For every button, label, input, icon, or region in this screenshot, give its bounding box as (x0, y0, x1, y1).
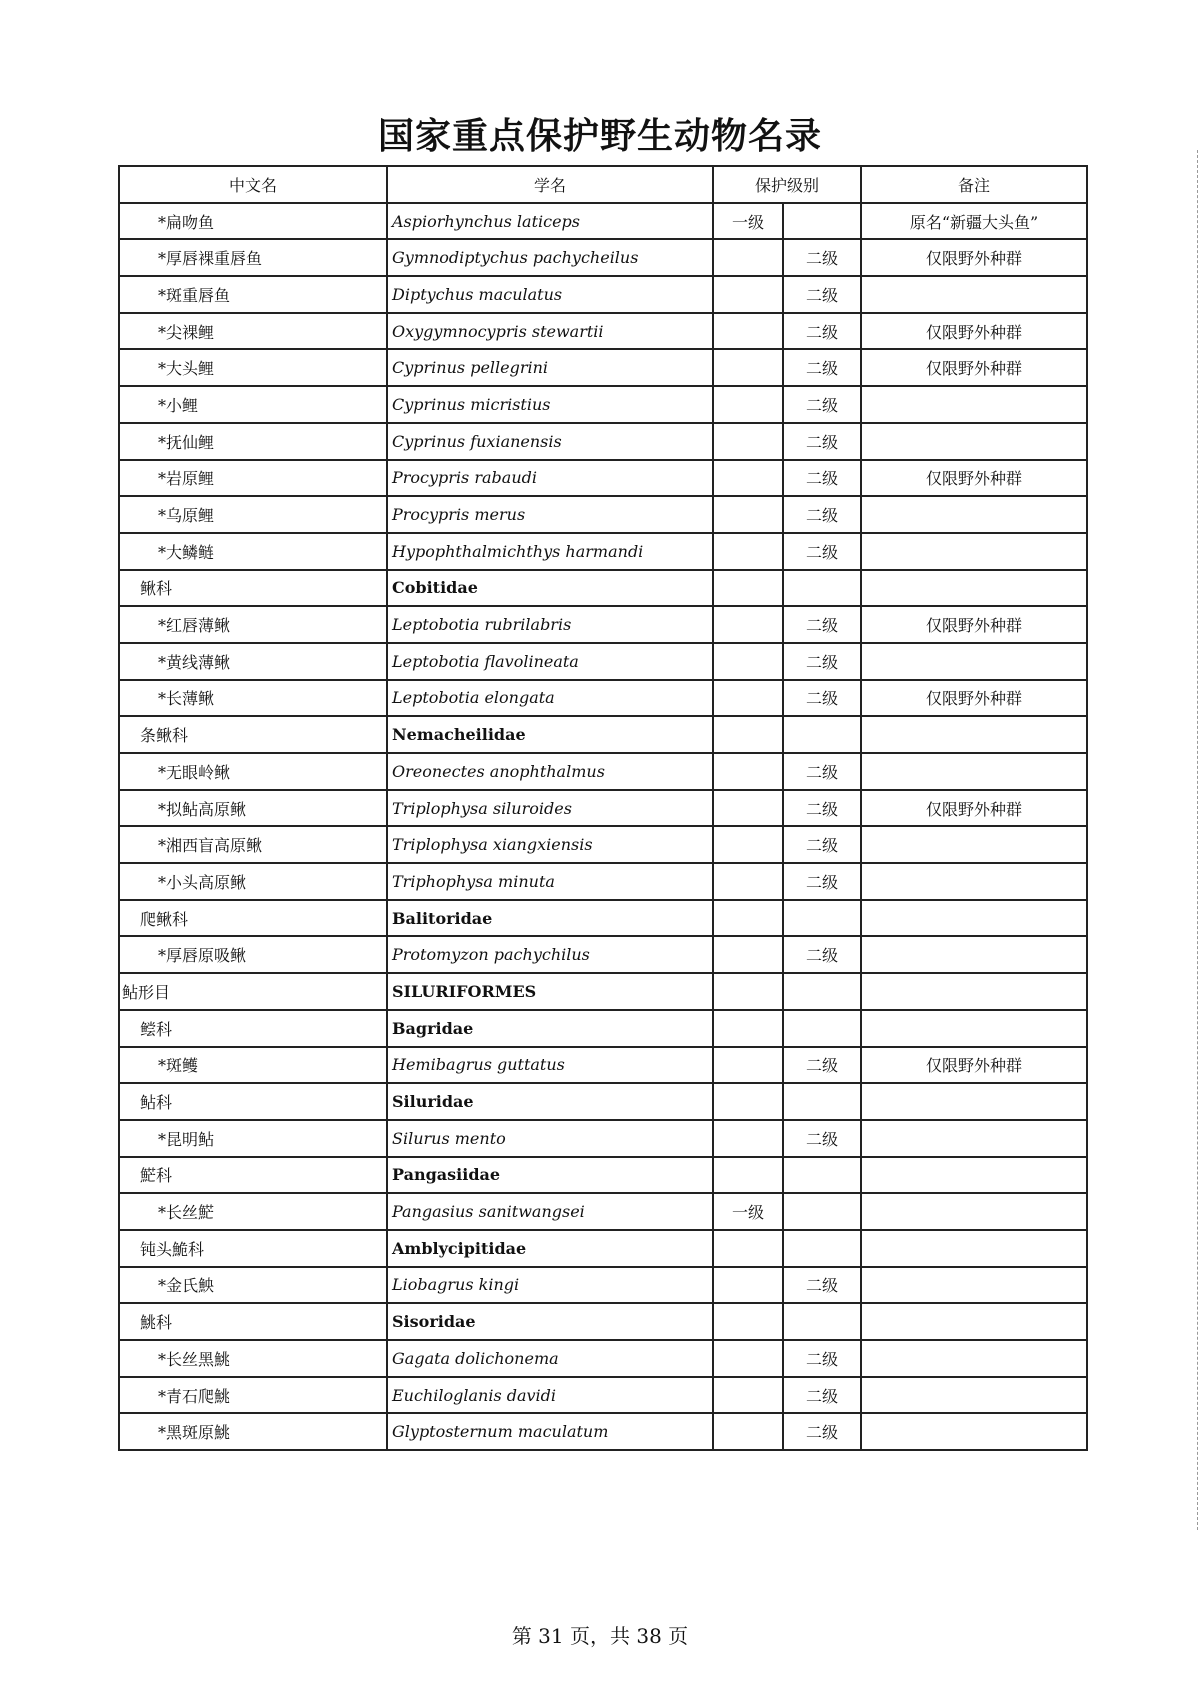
header-remarks: 备注 (861, 166, 1087, 203)
scientific-name-cell: Cyprinus fuxianensis (387, 423, 713, 460)
scientific-name-cell: SILURIFORMES (387, 973, 713, 1010)
chinese-name-cell: *斑重唇鱼 (119, 276, 387, 313)
scientific-name-cell: Leptobotia rubrilabris (387, 606, 713, 643)
species-row (119, 826, 1087, 863)
species-row (119, 349, 1087, 386)
grade-one-cell (713, 936, 783, 973)
chinese-name-cell: *黑斑原鮡 (119, 1413, 387, 1450)
grade-one-cell (713, 533, 783, 570)
grade-one-cell (713, 1413, 783, 1450)
chinese-name-cell: *尖裸鲤 (119, 313, 387, 350)
grade-one-cell (713, 239, 783, 276)
grade-one-cell (713, 716, 783, 753)
remarks-cell (861, 826, 1087, 863)
species-row (119, 1047, 1087, 1084)
grade-two-cell (783, 900, 861, 937)
grade-two-cell (783, 1230, 861, 1267)
grade-one-cell (713, 863, 783, 900)
scientific-name-cell: Nemacheilidae (387, 716, 713, 753)
grade-one-cell (713, 900, 783, 937)
species-row (119, 1340, 1087, 1377)
grade-two-cell: 二级 (783, 349, 861, 386)
taxon-row (119, 716, 1087, 753)
species-row (119, 1413, 1087, 1450)
scientific-name-cell: Balitoridae (387, 900, 713, 937)
grade-one-cell (713, 570, 783, 607)
grade-two-cell (783, 1010, 861, 1047)
grade-one-cell (713, 1083, 783, 1120)
scientific-name-cell: Glyptosternum maculatum (387, 1413, 713, 1450)
chinese-name-cell: *长丝黑鮡 (119, 1340, 387, 1377)
scientific-name-cell: Hypophthalmichthys harmandi (387, 533, 713, 570)
remarks-cell (861, 423, 1087, 460)
scientific-name-cell: Amblycipitidae (387, 1230, 713, 1267)
species-row (119, 790, 1087, 827)
scientific-name-cell: Silurus mento (387, 1120, 713, 1157)
taxon-row (119, 900, 1087, 937)
grade-two-cell: 二级 (783, 826, 861, 863)
chinese-name-cell: *黄线薄鳅 (119, 643, 387, 680)
scientific-name-cell: Sisoridae (387, 1303, 713, 1340)
chinese-name-cell: *厚唇裸重唇鱼 (119, 239, 387, 276)
chinese-name-cell: *金氏䱀 (119, 1267, 387, 1304)
remarks-cell (861, 1303, 1087, 1340)
scientific-name-cell: Gymnodiptychus pachycheilus (387, 239, 713, 276)
scan-edge-line (1196, 150, 1198, 1530)
species-row (119, 1193, 1087, 1230)
species-row (119, 423, 1087, 460)
grade-two-cell: 二级 (783, 753, 861, 790)
remarks-cell (861, 496, 1087, 533)
taxon-row (119, 1083, 1087, 1120)
species-row (119, 533, 1087, 570)
chinese-name-cell: 钝头鮠科 (119, 1230, 387, 1267)
chinese-name-cell: *厚唇原吸鳅 (119, 936, 387, 973)
chinese-name-cell: *抚仙鲤 (119, 423, 387, 460)
species-row (119, 1120, 1087, 1157)
table-body (119, 203, 1087, 1450)
grade-two-cell: 二级 (783, 1047, 861, 1084)
taxon-row (119, 1230, 1087, 1267)
scientific-name-cell: Triphophysa minuta (387, 863, 713, 900)
chinese-name-cell: 𩷶科 (119, 1157, 387, 1194)
grade-two-cell: 二级 (783, 863, 861, 900)
grade-one-cell: 一级 (713, 203, 783, 240)
species-row (119, 1377, 1087, 1414)
grade-two-cell: 二级 (783, 423, 861, 460)
chinese-name-cell: *斑鳠 (119, 1047, 387, 1084)
species-row (119, 460, 1087, 497)
grade-one-cell (713, 606, 783, 643)
grade-two-cell: 二级 (783, 1120, 861, 1157)
scientific-name-cell: Siluridae (387, 1083, 713, 1120)
grade-one-cell (713, 680, 783, 717)
scientific-name-cell: Aspiorhynchus laticeps (387, 203, 713, 240)
remarks-cell (861, 1377, 1087, 1414)
grade-two-cell: 二级 (783, 680, 861, 717)
chinese-name-cell: *大鳞鲢 (119, 533, 387, 570)
remarks-cell: 仅限野外种群 (861, 460, 1087, 497)
grade-one-cell (713, 460, 783, 497)
grade-one-cell (713, 643, 783, 680)
grade-one-cell (713, 1120, 783, 1157)
page-title: 国家重点保护野生动物名录 (377, 115, 822, 157)
scientific-name-cell: Cobitidae (387, 570, 713, 607)
scientific-name-cell: Procypris merus (387, 496, 713, 533)
grade-two-cell (783, 1303, 861, 1340)
grade-two-cell: 二级 (783, 496, 861, 533)
grade-one-cell (713, 973, 783, 1010)
species-row (119, 496, 1087, 533)
grade-two-cell: 二级 (783, 386, 861, 423)
grade-one-cell (713, 276, 783, 313)
grade-two-cell: 二级 (783, 1413, 861, 1450)
page-footer: 第 31 页，共 38 页 (511, 1624, 689, 1648)
chinese-name-cell: 鲇科 (119, 1083, 387, 1120)
header-protection-level: 保护级别 (713, 166, 861, 203)
taxon-row (119, 1157, 1087, 1194)
chinese-name-cell: 鳅科 (119, 570, 387, 607)
grade-one-cell (713, 1303, 783, 1340)
scientific-name-cell: Protomyzon pachychilus (387, 936, 713, 973)
scientific-name-cell: Leptobotia flavolineata (387, 643, 713, 680)
grade-one-cell (713, 1340, 783, 1377)
remarks-cell: 仅限野外种群 (861, 1047, 1087, 1084)
grade-one-cell (713, 496, 783, 533)
chinese-name-cell: 爬鳅科 (119, 900, 387, 937)
grade-one-cell: 一级 (713, 1193, 783, 1230)
chinese-name-cell: *小头高原鳅 (119, 863, 387, 900)
chinese-name-cell: 鮡科 (119, 1303, 387, 1340)
table-header-row (119, 166, 1087, 203)
remarks-cell: 仅限野外种群 (861, 349, 1087, 386)
species-row (119, 1267, 1087, 1304)
grade-one-cell (713, 349, 783, 386)
species-row (119, 313, 1087, 350)
grade-one-cell (713, 790, 783, 827)
grade-one-cell (713, 753, 783, 790)
remarks-cell (861, 1010, 1087, 1047)
scientific-name-cell: Liobagrus kingi (387, 1267, 713, 1304)
remarks-cell (861, 533, 1087, 570)
remarks-cell (861, 570, 1087, 607)
grade-two-cell: 二级 (783, 1377, 861, 1414)
grade-one-cell (713, 386, 783, 423)
grade-two-cell (783, 973, 861, 1010)
grade-two-cell: 二级 (783, 643, 861, 680)
protected-species-table (118, 165, 1088, 1451)
remarks-cell: 仅限野外种群 (861, 239, 1087, 276)
header-chinese-name: 中文名 (119, 166, 387, 203)
remarks-cell (861, 1230, 1087, 1267)
grade-one-cell (713, 1230, 783, 1267)
remarks-cell (861, 1267, 1087, 1304)
taxon-row (119, 1303, 1087, 1340)
chinese-name-cell: *无眼岭鳅 (119, 753, 387, 790)
remarks-cell (861, 1413, 1087, 1450)
grade-two-cell (783, 1157, 861, 1194)
taxon-row (119, 570, 1087, 607)
scientific-name-cell: Cyprinus micristius (387, 386, 713, 423)
chinese-name-cell: 鲿科 (119, 1010, 387, 1047)
chinese-name-cell: *湘西盲高原鳅 (119, 826, 387, 863)
remarks-cell (861, 1193, 1087, 1230)
scientific-name-cell: Bagridae (387, 1010, 713, 1047)
grade-two-cell: 二级 (783, 460, 861, 497)
remarks-cell (861, 1083, 1087, 1120)
scientific-name-cell: Hemibagrus guttatus (387, 1047, 713, 1084)
chinese-name-cell: *扁吻鱼 (119, 203, 387, 240)
scientific-name-cell: Pangasiidae (387, 1157, 713, 1194)
grade-two-cell: 二级 (783, 239, 861, 276)
chinese-name-cell: *小鲤 (119, 386, 387, 423)
remarks-cell (861, 716, 1087, 753)
chinese-name-cell: *青石爬鮡 (119, 1377, 387, 1414)
grade-one-cell (713, 1010, 783, 1047)
scientific-name-cell: Pangasius sanitwangsei (387, 1193, 713, 1230)
remarks-cell: 仅限野外种群 (861, 606, 1087, 643)
scientific-name-cell: Procypris rabaudi (387, 460, 713, 497)
species-row (119, 680, 1087, 717)
scientific-name-cell: Euchiloglanis davidi (387, 1377, 713, 1414)
grade-two-cell: 二级 (783, 606, 861, 643)
species-row (119, 936, 1087, 973)
grade-two-cell: 二级 (783, 1267, 861, 1304)
remarks-cell (861, 1340, 1087, 1377)
scientific-name-cell: Gagata dolichonema (387, 1340, 713, 1377)
remarks-cell (861, 753, 1087, 790)
remarks-cell: 仅限野外种群 (861, 790, 1087, 827)
grade-one-cell (713, 1267, 783, 1304)
grade-two-cell: 二级 (783, 936, 861, 973)
species-row (119, 276, 1087, 313)
chinese-name-cell: *长薄鳅 (119, 680, 387, 717)
remarks-cell (861, 386, 1087, 423)
grade-one-cell (713, 826, 783, 863)
grade-two-cell: 二级 (783, 1340, 861, 1377)
remarks-cell (861, 900, 1087, 937)
grade-two-cell: 二级 (783, 790, 861, 827)
grade-two-cell: 二级 (783, 313, 861, 350)
remarks-cell: 原名“新疆大头鱼” (861, 203, 1087, 240)
chinese-name-cell: 鲇形目 (119, 973, 387, 1010)
remarks-cell (861, 973, 1087, 1010)
scientific-name-cell: Diptychus maculatus (387, 276, 713, 313)
chinese-name-cell: *拟鲇高原鳅 (119, 790, 387, 827)
remarks-cell (861, 936, 1087, 973)
species-row (119, 753, 1087, 790)
taxon-row (119, 1010, 1087, 1047)
scientific-name-cell: Triplophysa xiangxiensis (387, 826, 713, 863)
scientific-name-cell: Triplophysa siluroides (387, 790, 713, 827)
scientific-name-cell: Cyprinus pellegrini (387, 349, 713, 386)
grade-one-cell (713, 423, 783, 460)
chinese-name-cell: 条鳅科 (119, 716, 387, 753)
chinese-name-cell: *昆明鲇 (119, 1120, 387, 1157)
remarks-cell (861, 1157, 1087, 1194)
remarks-cell: 仅限野外种群 (861, 313, 1087, 350)
remarks-cell (861, 863, 1087, 900)
species-row (119, 239, 1087, 276)
grade-two-cell: 二级 (783, 276, 861, 313)
remarks-cell (861, 1120, 1087, 1157)
header-scientific-name: 学名 (387, 166, 713, 203)
chinese-name-cell: *岩原鲤 (119, 460, 387, 497)
grade-two-cell (783, 716, 861, 753)
species-row (119, 606, 1087, 643)
taxon-row (119, 973, 1087, 1010)
grade-two-cell: 二级 (783, 533, 861, 570)
chinese-name-cell: *长丝𩷶 (119, 1193, 387, 1230)
species-row (119, 863, 1087, 900)
scientific-name-cell: Leptobotia elongata (387, 680, 713, 717)
grade-two-cell (783, 1193, 861, 1230)
grade-one-cell (713, 1047, 783, 1084)
scientific-name-cell: Oreonectes anophthalmus (387, 753, 713, 790)
grade-one-cell (713, 1157, 783, 1194)
grade-two-cell (783, 1083, 861, 1120)
remarks-cell (861, 643, 1087, 680)
remarks-cell: 仅限野外种群 (861, 680, 1087, 717)
chinese-name-cell: *红唇薄鳅 (119, 606, 387, 643)
grade-two-cell (783, 570, 861, 607)
scientific-name-cell: Oxygymnocypris stewartii (387, 313, 713, 350)
grade-one-cell (713, 313, 783, 350)
species-row (119, 203, 1087, 240)
species-row (119, 386, 1087, 423)
species-row (119, 643, 1087, 680)
chinese-name-cell: *大头鲤 (119, 349, 387, 386)
grade-one-cell (713, 1377, 783, 1414)
grade-two-cell (783, 203, 861, 240)
remarks-cell (861, 276, 1087, 313)
chinese-name-cell: *乌原鲤 (119, 496, 387, 533)
